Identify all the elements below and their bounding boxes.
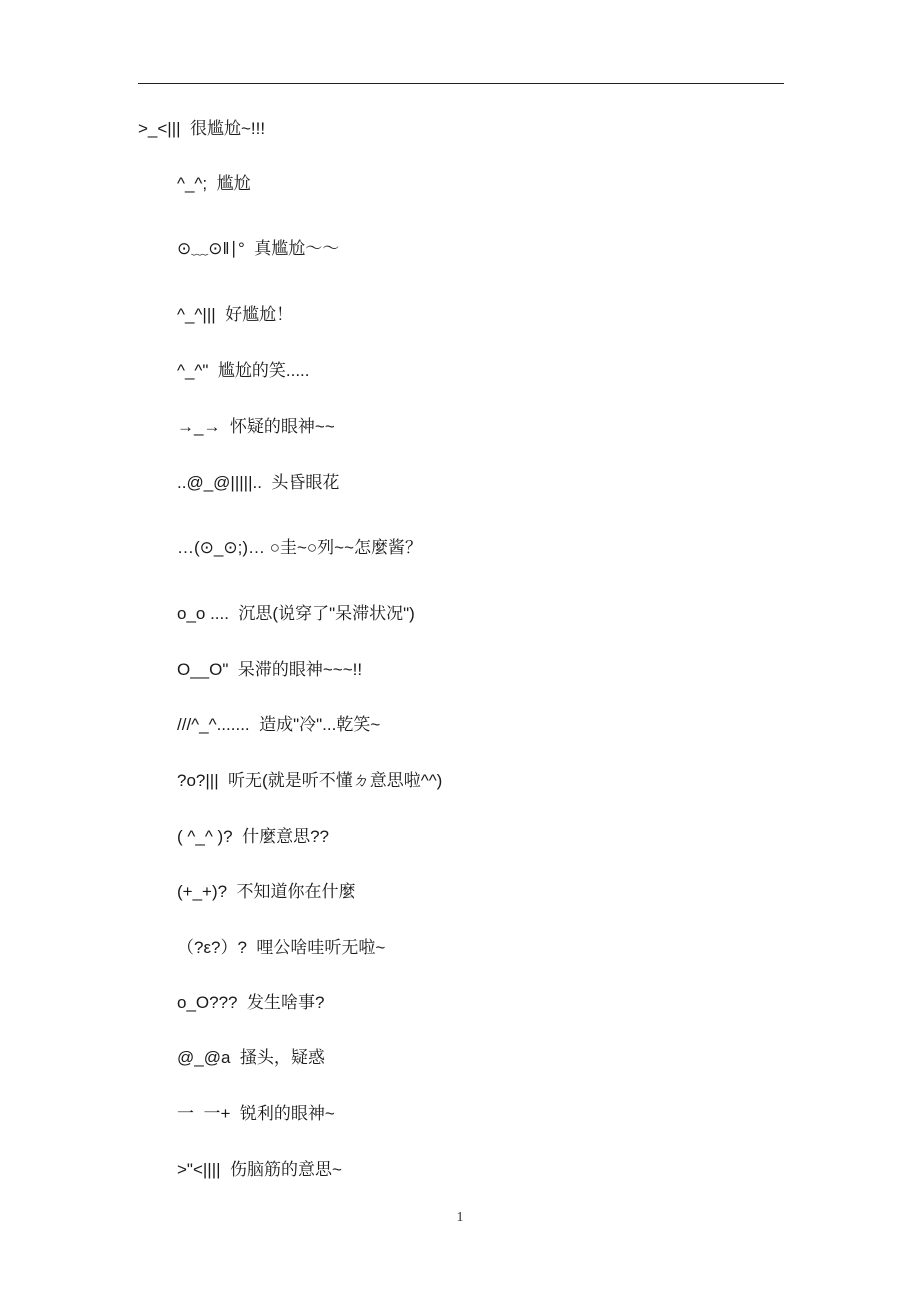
list-item: →_→ 怀疑的眼神~~ [177,417,335,436]
list-item: O__O" 呆滞的眼神~~~!! [177,660,363,679]
list-item: o_O??? 发生啥事? [177,993,325,1012]
list-item: ( ^_^ )? 什麼意思?? [177,827,329,846]
list-item: ^_^||| 好尴尬！ [177,305,294,324]
list-item: ///^_^....... 造成"冷"...乾笑~ [177,715,381,734]
list-item: (+_+)? 不知道你在什麼 [177,882,356,901]
list-item: …(⊙_⊙;)… ○圭~○列~~怎麼酱？ [177,538,423,557]
page-number: 1 [456,1210,464,1225]
list-item: 一 一+ 锐利的眼神~ [177,1104,335,1123]
list-item: ⊙﹏⊙‖∣° 真尴尬～～ [177,239,340,258]
list-item: ..@_@|||||.. 头昏眼花 [177,473,340,492]
list-item: o_o .... 沉思(说穿了"呆滞状况") [177,604,415,623]
list-item: >_<||| 很尴尬~!!! [138,119,266,138]
list-item: @_@a 搔头，疑惑 [177,1048,325,1067]
list-item: ^_^; 尴尬 [177,174,251,193]
list-item: （?ε?）? 哩公啥哇听无啦~ [177,938,386,957]
list-item: >"<|||| 伤脑筋的意思~ [177,1160,342,1179]
list-item: ?o?||| 听无(就是听不懂ㄉ意思啦^^) [177,771,443,790]
list-item: ^_^" 尴尬的笑..... [177,361,310,380]
header-rule [138,83,784,84]
